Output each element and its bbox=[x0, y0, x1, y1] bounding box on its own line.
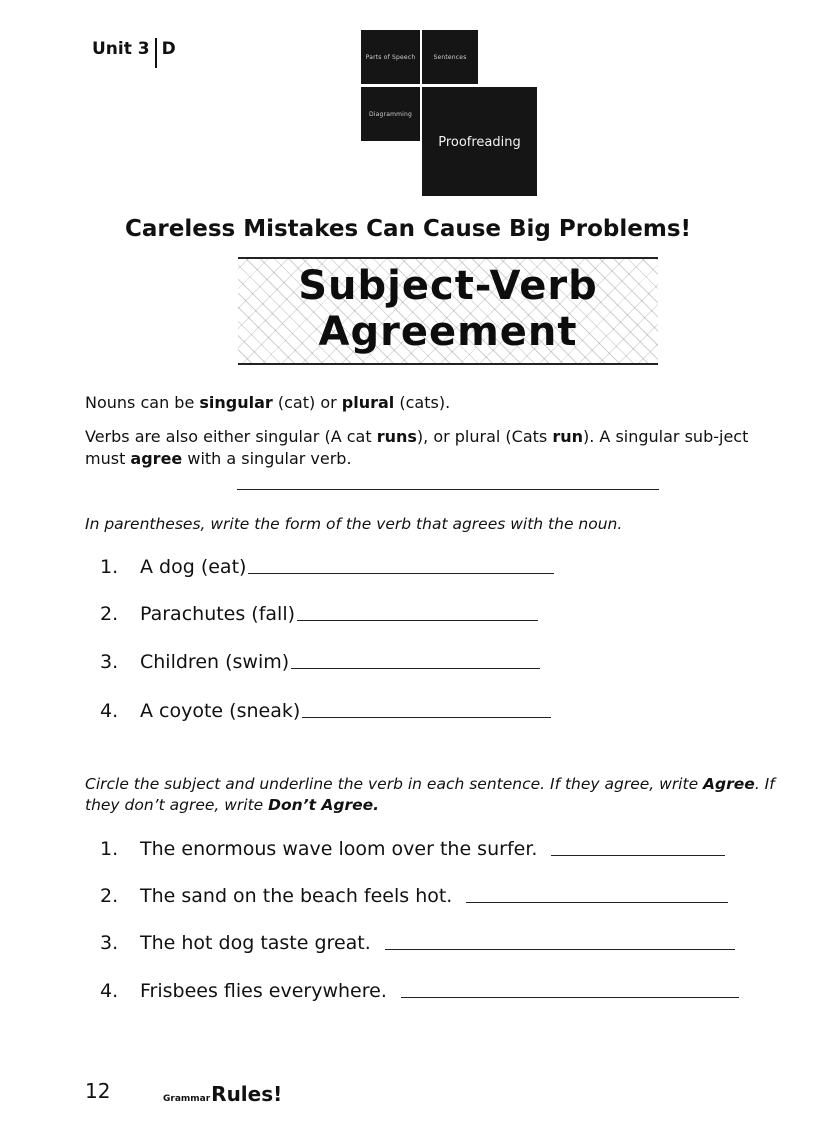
page-title bbox=[0, 216, 816, 242]
item-number: 1. bbox=[100, 556, 119, 578]
text-run: ), or plural (Cats bbox=[416, 427, 553, 446]
text-run: with a singular verb. bbox=[182, 449, 352, 468]
unit-label bbox=[92, 34, 176, 64]
answer-blank[interactable] bbox=[551, 854, 725, 856]
skill-proofreading bbox=[422, 87, 537, 196]
item-text: Parachutes (fall) bbox=[140, 603, 296, 625]
answer-blank[interactable] bbox=[385, 948, 735, 950]
text-run: ). A singular sub-ject must bbox=[85, 427, 749, 468]
skill-parts-of-speech bbox=[361, 30, 420, 84]
item-number: 3. bbox=[100, 932, 119, 954]
text-run: (cat) or bbox=[272, 393, 342, 412]
intro-paragraph-2 bbox=[85, 426, 775, 470]
text-run: Verbs are also either singular (A cat bbox=[85, 427, 377, 446]
text-run: Nouns can be bbox=[85, 393, 200, 412]
unit-number: Unit 3 bbox=[92, 39, 150, 59]
emphasis-text: singular bbox=[199, 393, 273, 412]
answer-blank[interactable] bbox=[248, 572, 554, 574]
section1-instruction: In parentheses, write the form of the verb that agrees with the noun. bbox=[85, 515, 623, 533]
exercise1-item bbox=[100, 700, 551, 722]
section-divider bbox=[237, 489, 659, 490]
answer-blank[interactable] bbox=[401, 996, 739, 998]
emphasis-text: run bbox=[552, 427, 584, 446]
text-run: (cats). bbox=[394, 393, 451, 412]
page-number: 12 bbox=[85, 1079, 111, 1103]
exercise1-item bbox=[100, 603, 538, 625]
item-text: The hot dog taste great. bbox=[140, 932, 371, 954]
skill-label: Diagramming bbox=[368, 110, 413, 118]
intro-paragraph-1 bbox=[85, 392, 775, 414]
emphasis-text: plural bbox=[341, 393, 395, 412]
brand-logo bbox=[163, 1082, 282, 1106]
emphasis-text: runs bbox=[376, 427, 417, 446]
emphasis-text: Agree bbox=[703, 775, 755, 793]
item-text: The enormous wave loom over the surfer. bbox=[140, 838, 538, 860]
topic-banner bbox=[238, 257, 658, 365]
item-text: A dog (eat) bbox=[140, 556, 247, 578]
unit-divider bbox=[155, 38, 157, 68]
page-title-text: Careless Mistakes Can Cause Big Problems! bbox=[125, 216, 691, 242]
item-number: 2. bbox=[100, 603, 119, 625]
skill-label: Sentences bbox=[433, 53, 467, 61]
banner-line-1: Subject-Verb bbox=[298, 263, 598, 309]
exercise2-item bbox=[100, 932, 735, 954]
answer-blank[interactable] bbox=[466, 901, 728, 903]
answer-blank[interactable] bbox=[291, 667, 540, 669]
exercise1-item bbox=[100, 556, 554, 578]
brand-big: Rules! bbox=[211, 1082, 283, 1106]
skill-sentences bbox=[422, 30, 478, 84]
exercise2-item bbox=[100, 838, 725, 860]
text-run: Circle the subject and underline the verb in each sentence. If they agree, write bbox=[85, 775, 704, 793]
item-number: 4. bbox=[100, 700, 119, 722]
brand-small: Grammar bbox=[163, 1094, 211, 1104]
item-number: 4. bbox=[100, 980, 119, 1002]
exercise2-item bbox=[100, 980, 739, 1002]
item-number: 3. bbox=[100, 651, 119, 673]
answer-blank[interactable] bbox=[297, 619, 538, 621]
section2-instruction bbox=[85, 774, 785, 816]
item-text: Frisbees flies everywhere. bbox=[140, 980, 387, 1002]
item-text: The sand on the beach feels hot. bbox=[140, 885, 453, 907]
item-number: 1. bbox=[100, 838, 119, 860]
answer-blank[interactable] bbox=[302, 716, 551, 718]
item-number: 2. bbox=[100, 885, 119, 907]
skill-label: Parts of Speech bbox=[365, 53, 416, 61]
banner-line-2: Agreement bbox=[318, 309, 578, 355]
emphasis-text: agree bbox=[130, 449, 183, 468]
skill-diagramming bbox=[361, 87, 420, 141]
skill-label-active: Proofreading bbox=[438, 135, 521, 150]
exercise1-item bbox=[100, 651, 540, 673]
text-run: . If they don’t agree, write bbox=[85, 775, 775, 814]
unit-section: D bbox=[161, 39, 176, 59]
item-text: A coyote (sneak) bbox=[140, 700, 301, 722]
exercise2-item bbox=[100, 885, 728, 907]
item-text: Children (swim) bbox=[140, 651, 290, 673]
emphasis-text: Don’t Agree. bbox=[268, 796, 380, 814]
